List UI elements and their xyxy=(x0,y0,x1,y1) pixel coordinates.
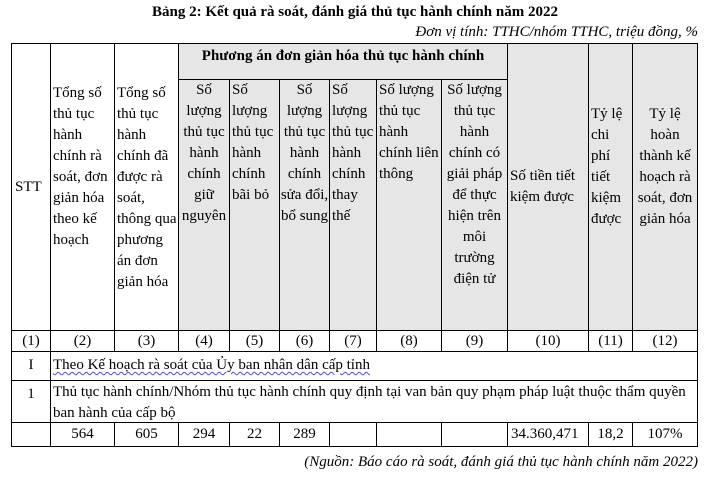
header-replaced: Số lượng thủ tục hành chính thay thế xyxy=(329,79,376,330)
col-number: (9) xyxy=(441,330,507,351)
header-total-planned: Tổng số thủ tục hành chính rà soát, đơn giản hóa theo kế hoạch xyxy=(50,43,114,330)
table-title: Bảng 2: Kết quả rà soát, đánh giá thủ tục hành chính năm 2022 xyxy=(152,4,558,20)
col-number: (2) xyxy=(50,330,114,351)
header-interconnected: Số lượng thủ tục hành chính liên thông xyxy=(376,79,441,330)
value-cell: 294 xyxy=(178,422,229,447)
section-text: Theo Kế hoạch rà soát của Ủy ban nhân dân cấp tỉnh xyxy=(53,357,370,373)
value-cell: 605 xyxy=(114,422,178,447)
col-number: (12) xyxy=(632,330,698,351)
section-roman: I xyxy=(11,351,50,380)
col-number: (8) xyxy=(376,330,441,351)
value-cell: 289 xyxy=(279,422,329,447)
col-number: (11) xyxy=(588,330,632,351)
value-cell: 564 xyxy=(50,422,114,447)
header-group-simplification: Phương án đơn giản hóa thủ tục hành chính xyxy=(178,43,507,79)
value-cell xyxy=(441,422,507,447)
value-cell xyxy=(11,422,50,447)
col-number: (1) xyxy=(11,330,50,351)
col-number: (6) xyxy=(279,330,329,351)
value-cell xyxy=(329,422,376,447)
col-number: (7) xyxy=(329,330,376,351)
header-completion-rate: Tỷ lệ hoàn thành kế hoạch rà soát, đơn giản hóa xyxy=(632,43,698,330)
header-savings: Số tiền tiết kiệm được xyxy=(507,43,588,330)
header-savings-rate: Tỷ lệ chi phí tiết kiệm được xyxy=(588,43,632,330)
col-number: (10) xyxy=(507,330,588,351)
section-label xyxy=(50,351,698,380)
item-number: 1 xyxy=(11,380,50,422)
source-note: (Nguồn: Báo cáo rà soát, đánh giá thủ tục hành chính năm 2022) xyxy=(304,454,698,470)
col-number: (4) xyxy=(178,330,229,351)
col-number: (5) xyxy=(229,330,279,351)
value-cell: 18,2 xyxy=(588,422,632,447)
header-electronic: Số lượng thủ tục hành chính có giải pháp để thực hiện trên môi trường điện tử xyxy=(441,79,507,330)
header-abolished: Số lượng thủ tục hành chính bãi bỏ xyxy=(229,79,279,330)
col-number: (3) xyxy=(114,330,178,351)
header-total-reviewed: Tổng số thủ tục hành chính đã được rà soát, thông qua phương án đơn giản hóa xyxy=(114,43,178,330)
header-stt: STT xyxy=(11,43,50,330)
item-description: Thủ tục hành chính/Nhóm thủ tục hành chính quy định tại van bản quy phạm pháp luật thuộc thẩm quyền ban hành của cấp bộ xyxy=(50,380,698,422)
header-kept: Số lượng thủ tục hành chính giữ nguyên xyxy=(178,79,229,330)
value-cell: 34.360,471 xyxy=(507,422,588,447)
value-cell: 22 xyxy=(229,422,279,447)
value-cell xyxy=(376,422,441,447)
value-cell: 107% xyxy=(632,422,698,447)
unit-note: Đơn vị tính: TTHC/nhóm TTHC, triệu đồng, % xyxy=(415,24,698,40)
header-amended: Số lượng thủ tục hành chính sửa đổi, bổ sung xyxy=(279,79,329,330)
